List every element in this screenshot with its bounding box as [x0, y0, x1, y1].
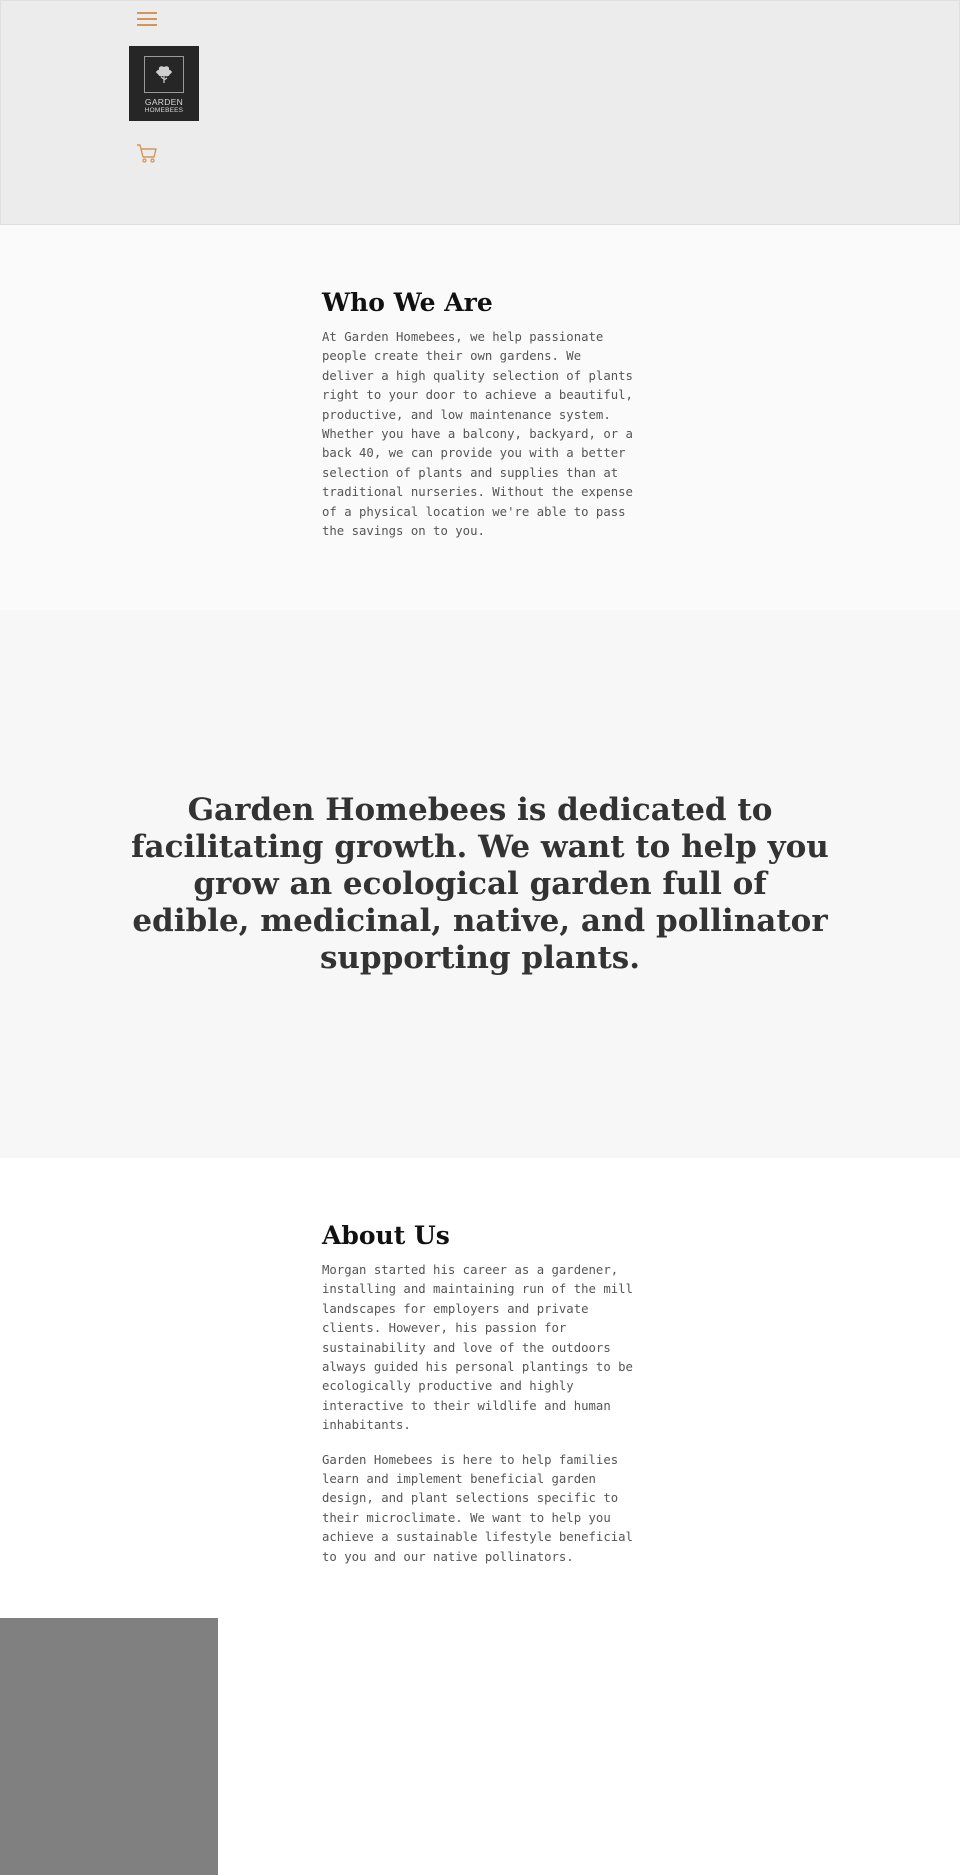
about-us-paragraph-2: Garden Homebees is here to help families learn and implement beneficial garden design, and plant selections specific to their microclimate. We want to help you achieve a sustainable lifestyle beneficial to you and our native pollinators.	[322, 1452, 633, 1564]
flower-icon	[144, 56, 184, 93]
site-logo[interactable]	[129, 46, 199, 121]
who-we-are-section	[0, 225, 960, 610]
about-us-content	[322, 1220, 652, 1567]
who-we-are-content	[322, 287, 652, 541]
about-us-title: About Us	[322, 1221, 450, 1250]
hamburger-menu-icon[interactable]	[137, 11, 157, 27]
about-us-section	[0, 1158, 960, 1618]
mission-section	[0, 610, 960, 1158]
about-us-paragraph-1: Morgan started his career as a gardener, installing and maintaining run of the mill landscapes for employers and private clients. However, his passion for sustainability and love of the outdoors always guided his personal plantings to be ecologically productive and highly interactive to their wildlife and human inhabitants.	[322, 1263, 633, 1433]
who-we-are-body: At Garden Homebees, we help passionate people create their own gardens. We deliver a high quality selection of plants right to your door to achieve a beautiful, productive, and low maintenance system. Whether you have a balcony, backyard, or a back 40, we can provide you with a better selection of plants and supplies than at traditional nurseries. Without the expense of a physical location we're able to pass the savings on to you.	[322, 330, 633, 539]
logo-text-homebees: HOMEBEES	[144, 107, 184, 114]
logo-text-garden: GARDEN	[144, 97, 184, 107]
who-we-are-title: Who We Are	[322, 288, 493, 317]
shopping-cart-icon[interactable]	[135, 141, 159, 165]
site-header	[0, 0, 960, 225]
image-placeholder	[0, 1618, 218, 1875]
mission-statement: Garden Homebees is dedicated to facilitating growth. We want to help you grow an ecological garden full of edible, medicinal, native, and pollinator supporting plants.	[131, 791, 829, 976]
